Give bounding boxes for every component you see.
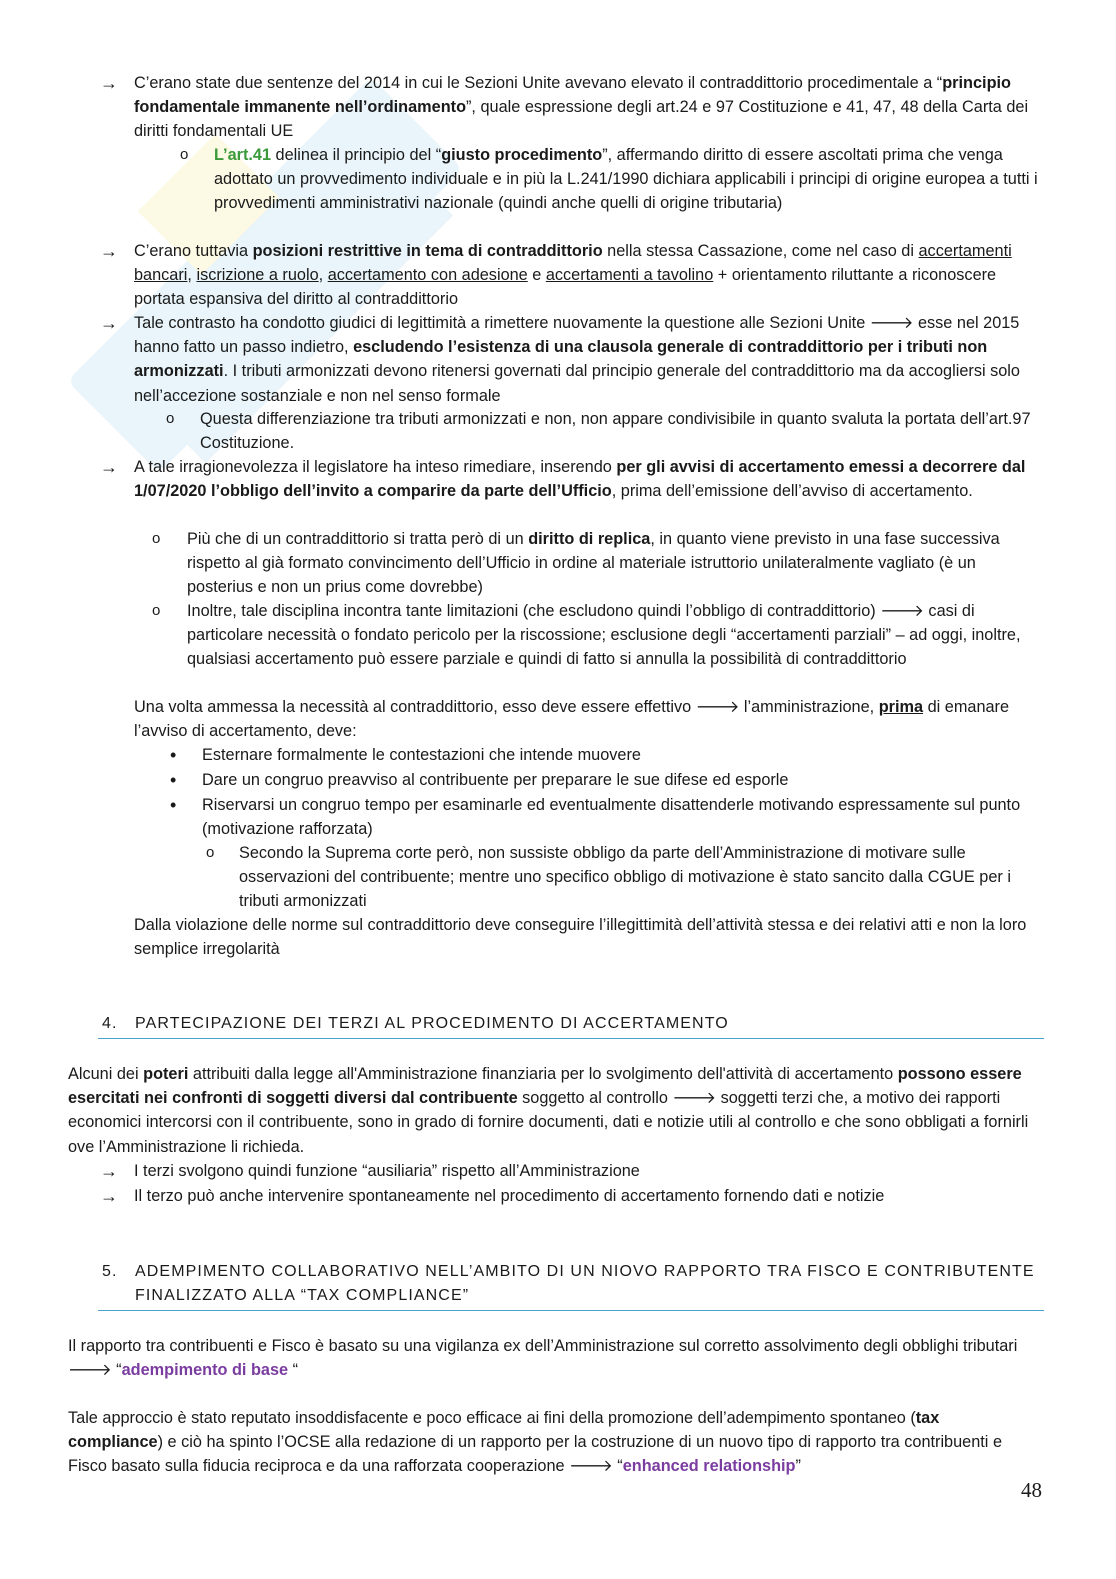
paragraph-poteri-terzi: Alcuni dei poteri attribuiti dalla legge all'Amministrazione finanziaria per lo svolgimento dell'attività di accertamento possono essere esercitati nei confronti di soggetti diversi dal contribuente soggetto al controllo 🡒 soggetti terzi che, a motivo dei rapporti economici intercorsi con il contribuente, sono in grado di fornire documenti, dati e notizie utili al controllo e che sono obbligati a fornirli ove l’Amministrazione li richieda. — [68, 1065, 1029, 1156]
section-heading-5: 5. ADEMPIMENTO COLLABORATIVO NELL’AMBITO DI UN NIOVO RAPPORTO TRA FISCO E CONTRIBUTENTE FINALIZZATO ALLA “TAX COMPLIANCE” — [98, 1260, 1044, 1311]
circle-bullet: o — [166, 410, 175, 427]
list-item: Esternare formalmente le contestazioni che intende muovere — [202, 746, 641, 764]
paragraph-irragionevolezza: A tale irragionevolezza il legislatore ha inteso rimediare, inserendo per gli avvisi di accertamento emessi a decorrere dal 1/07/2020 l’obbligo dell’invito a comparire da parte dell’Ufficio, prima dell’emissione dell’avviso di accertamento. — [134, 458, 1026, 501]
arrow-bullet: → — [100, 241, 118, 261]
list-item: I terzi svolgono quindi funzione “ausiliaria” rispetto all’Amministrazione — [134, 1162, 640, 1180]
list-item: Il terzo può anche intervenire spontaneamente nel procedimento di accertamento fornendo dati e notizie — [134, 1187, 885, 1205]
arrow-bullet: → — [100, 1161, 118, 1181]
circle-bullet: o — [206, 844, 215, 861]
section-heading-4: 4. PARTECIPAZIONE DEI TERZI AL PROCEDIMENTO DI ACCERTAMENTO — [98, 1012, 1044, 1039]
paragraph-contrasto-sezioni-unite: Tale contrasto ha condotto giudici di legittimità a rimettere nuovamente la questione alle Sezioni Unite 🡒 esse nel 2015 hanno fatto un passo indietro, escludendo l’esistenza di una clausola generale di contraddittorio per i tributi non armonizzati. I tributi armonizzati devono ritenersi governati dal principio generale del contraddittorio ma da accogliersi solo nell’accezione sostanziale e non nel senso formale — [134, 314, 1020, 405]
dot-bullet: • — [170, 745, 177, 765]
sub-item-art41: L’art.41 delinea il principio del “giusto procedimento”, affermando diritto di essere ascoltati prima che venga adottato un provvedimento individuale e in più la L.241/1990 dichiara applicabili i principi di origine europea a tutti i provvedimenti amministrativi nazionale (quindi anche quelli di origine tributaria) — [214, 146, 1038, 213]
dot-bullet: • — [170, 770, 177, 790]
sub-item-differenziazione: Questa differenziazione tra tributi armonizzati e non, non appare condivisibile in quanto svaluta la portata dell’art.97 Costituzione. — [200, 410, 1031, 453]
arrow-bullet: → — [100, 313, 118, 333]
circle-bullet: o — [180, 146, 189, 163]
circle-bullet: o — [152, 602, 161, 619]
list-item: Dare un congruo preavviso al contribuente per preparare le sue difese ed esporle — [202, 771, 789, 789]
paragraph-sentenze-2014: C’erano state due sentenze del 2014 in cui le Sezioni Unite avevano elevato il contraddittorio procedimentale a “principio fondamentale immanente nell’ordinamento”, quale espressione degli art.24 e 97 Costituzione e 41, 47, 48 della Carta dei diritti fondamentali UE — [134, 74, 1029, 141]
arrow-bullet: → — [100, 73, 118, 93]
paragraph-tax-compliance: Tale approccio è stato reputato insoddisfacente e poco efficace ai fini della promozione dell’adempimento spontaneo (tax compliance) e ciò ha spinto l’OCSE alla redazione di un rapporto per la costruzione di un nuovo tipo di rapporto tra contribuenti e Fisco basato sulla fiducia reciproca e da una rafforzata cooperazione 🡒 “enhanced relationship” — [68, 1409, 1003, 1476]
paragraph-rapporto-fisco: Il rapporto tra contribuenti e Fisco è basato su una vigilanza ex dell’Amministrazione sul corretto assolvimento degli obblighi tributari 🡒 “adempimento di base “ — [68, 1337, 1018, 1380]
list-item: Riservarsi un congruo tempo per esaminarle ed eventualmente disattenderle motivando espressamente sul punto (motivazione rafforzata) — [202, 796, 1021, 839]
arrow-bullet: → — [100, 457, 118, 477]
circle-bullet: o — [152, 530, 161, 547]
sub-item-limitazioni: Inoltre, tale disciplina incontra tante limitazioni (che escludono quindi l’obbligo di contraddittorio) 🡒 casi di particolare necessità o fondato pericolo per la riscossione; esclusione degli “accertamenti parziali” – ad oggi, inoltre, qualsiasi accertamento può essere parziale e quindi di fatto si annulla la possibilità di contraddittorio — [187, 602, 1021, 669]
dot-bullet: • — [170, 795, 177, 815]
paragraph-violazione: Dalla violazione delle norme sul contraddittorio deve conseguire l’illegittimità dell’attività stessa e dei relativi atti e non la loro semplice irregolarità — [134, 916, 1027, 959]
page-number: 48 — [1021, 1478, 1042, 1502]
sub-item-suprema-corte: Secondo la Suprema corte però, non sussiste obbligo da parte dell’Amministrazione di motivare sulle osservazioni del contribuente; mentre uno specifico obbligo di motivazione è stato sancito dalla CGUE per i tributi armonizzati — [239, 844, 1011, 911]
paragraph-posizioni-restrittive: C’erano tuttavia posizioni restrittive in tema di contraddittorio nella stessa Cassazione, come nel caso di accertamenti bancari, iscrizione a ruolo, accertamento con adesione e accertamenti a tavolino + orientamento riluttante a riconoscere portata espansiva del diritto al contraddittorio — [134, 242, 1012, 309]
paragraph-una-volta-ammessa: Una volta ammessa la necessità al contraddittorio, esso deve essere effettivo 🡒 l’amministrazione, prima di emanare l’avviso di accertamento, deve: — [134, 698, 1010, 741]
sub-item-diritto-replica: Più che di un contraddittorio si tratta però di un diritto di replica, in quanto viene previsto in una fase successiva rispetto al già formato convincimento dell’Ufficio in ordine al materiale istruttorio unilateralmente vagliato (è un posterius e non un prius come dovrebbe) — [187, 530, 1000, 597]
arrow-bullet: → — [100, 1186, 118, 1206]
